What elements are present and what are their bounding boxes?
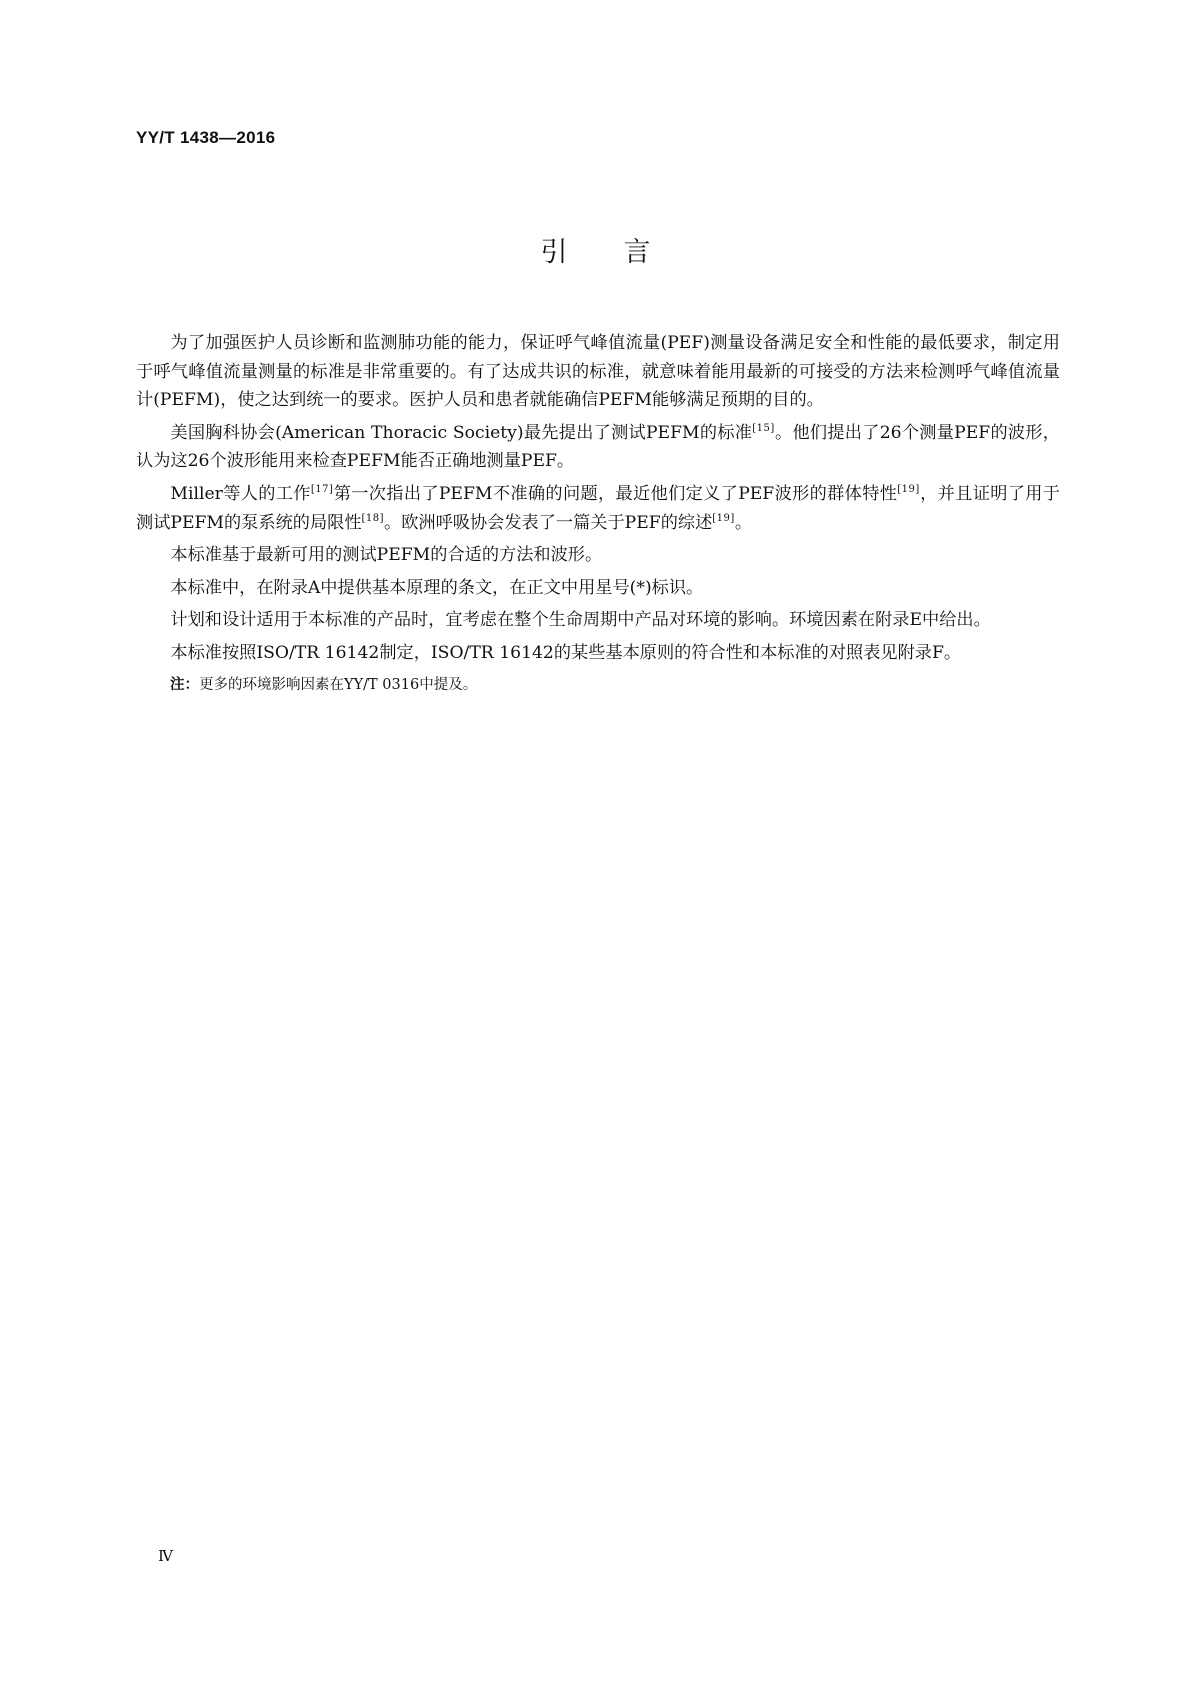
paragraph-ats-standard (136, 419, 1060, 476)
paragraph-text: 。欧洲呼吸协会发表了一篇关于PEF的综述 (384, 512, 713, 533)
paragraph-miller-work (136, 480, 1060, 537)
note (136, 672, 1060, 698)
reference-marker: [19] (712, 512, 735, 524)
reference-marker: [17] (310, 483, 334, 495)
paragraph-text: 为了加强医护人员诊断和监测肺功能的能力，保证呼气峰值流量(PEF)测量设备满足安全和性能的最低要求，制定用于呼气峰值流量测量的标准是非常重要的。有了达成共识的标准，就意味着能用最新的可接受的方法来检测呼气峰值流量计(PEFM)，使之达到统一的要求。医护人员和患者就能确信PEFM能够满足预期的目的。 (136, 333, 1060, 411)
section-title: 引言 (540, 237, 707, 268)
paragraph-text: 本标准基于最新可用的测试PEFM的合适的方法和波形。 (170, 545, 603, 566)
paragraph-text: ，并且证明了用于测试PEFM的泵系统的局限性 (136, 483, 1060, 533)
paragraph-text: 。 (734, 512, 753, 533)
paragraph-text: 。他们提出了26个测量PEF的波形，认为这26个波形能用来检查PEFM能否正确地测量PEF。 (136, 422, 1060, 472)
paragraph-text: 计划和设计适用于本标准的产品时，宜考虑在整个生命周期中产品对环境的影响。环境因素在附录E中给出。 (170, 610, 991, 631)
paragraph-text: 美国胸科协会(American Thoracic Society)最先提出了测试PEFM的标准 (170, 422, 753, 443)
paragraph-annex-a (136, 574, 1060, 603)
introduction-body (136, 329, 1060, 698)
paragraph-purpose (136, 329, 1060, 415)
note-text: 更多的环境影响因素在YY/T 0316中提及。 (199, 676, 478, 693)
paragraph-text: 本标准按照ISO/TR 16142制定，ISO/TR 16142的某些基本原则的符合性和本标准的对照表见附录F。 (170, 642, 962, 663)
paragraph-iso-tr (136, 639, 1060, 668)
reference-marker: [15] (752, 422, 775, 434)
paragraph-basis (136, 541, 1060, 570)
note-label: 注： (170, 676, 199, 693)
paragraph-text: 本标准中，在附录A中提供基本原理的条文，在正文中用星号(*)标识。 (170, 577, 704, 598)
page-number: Ⅳ (158, 1547, 173, 1565)
document-code: YY/T 1438—2016 (136, 128, 276, 147)
paragraph-text: Miller等人的工作 (170, 483, 311, 504)
paragraph-text: 第一次指出了PEFM不准确的问题，最近他们定义了PEF波形的群体特性 (333, 483, 898, 504)
reference-marker: [19] (897, 483, 920, 495)
reference-marker: [18] (361, 512, 385, 524)
paragraph-environment (136, 606, 1060, 635)
